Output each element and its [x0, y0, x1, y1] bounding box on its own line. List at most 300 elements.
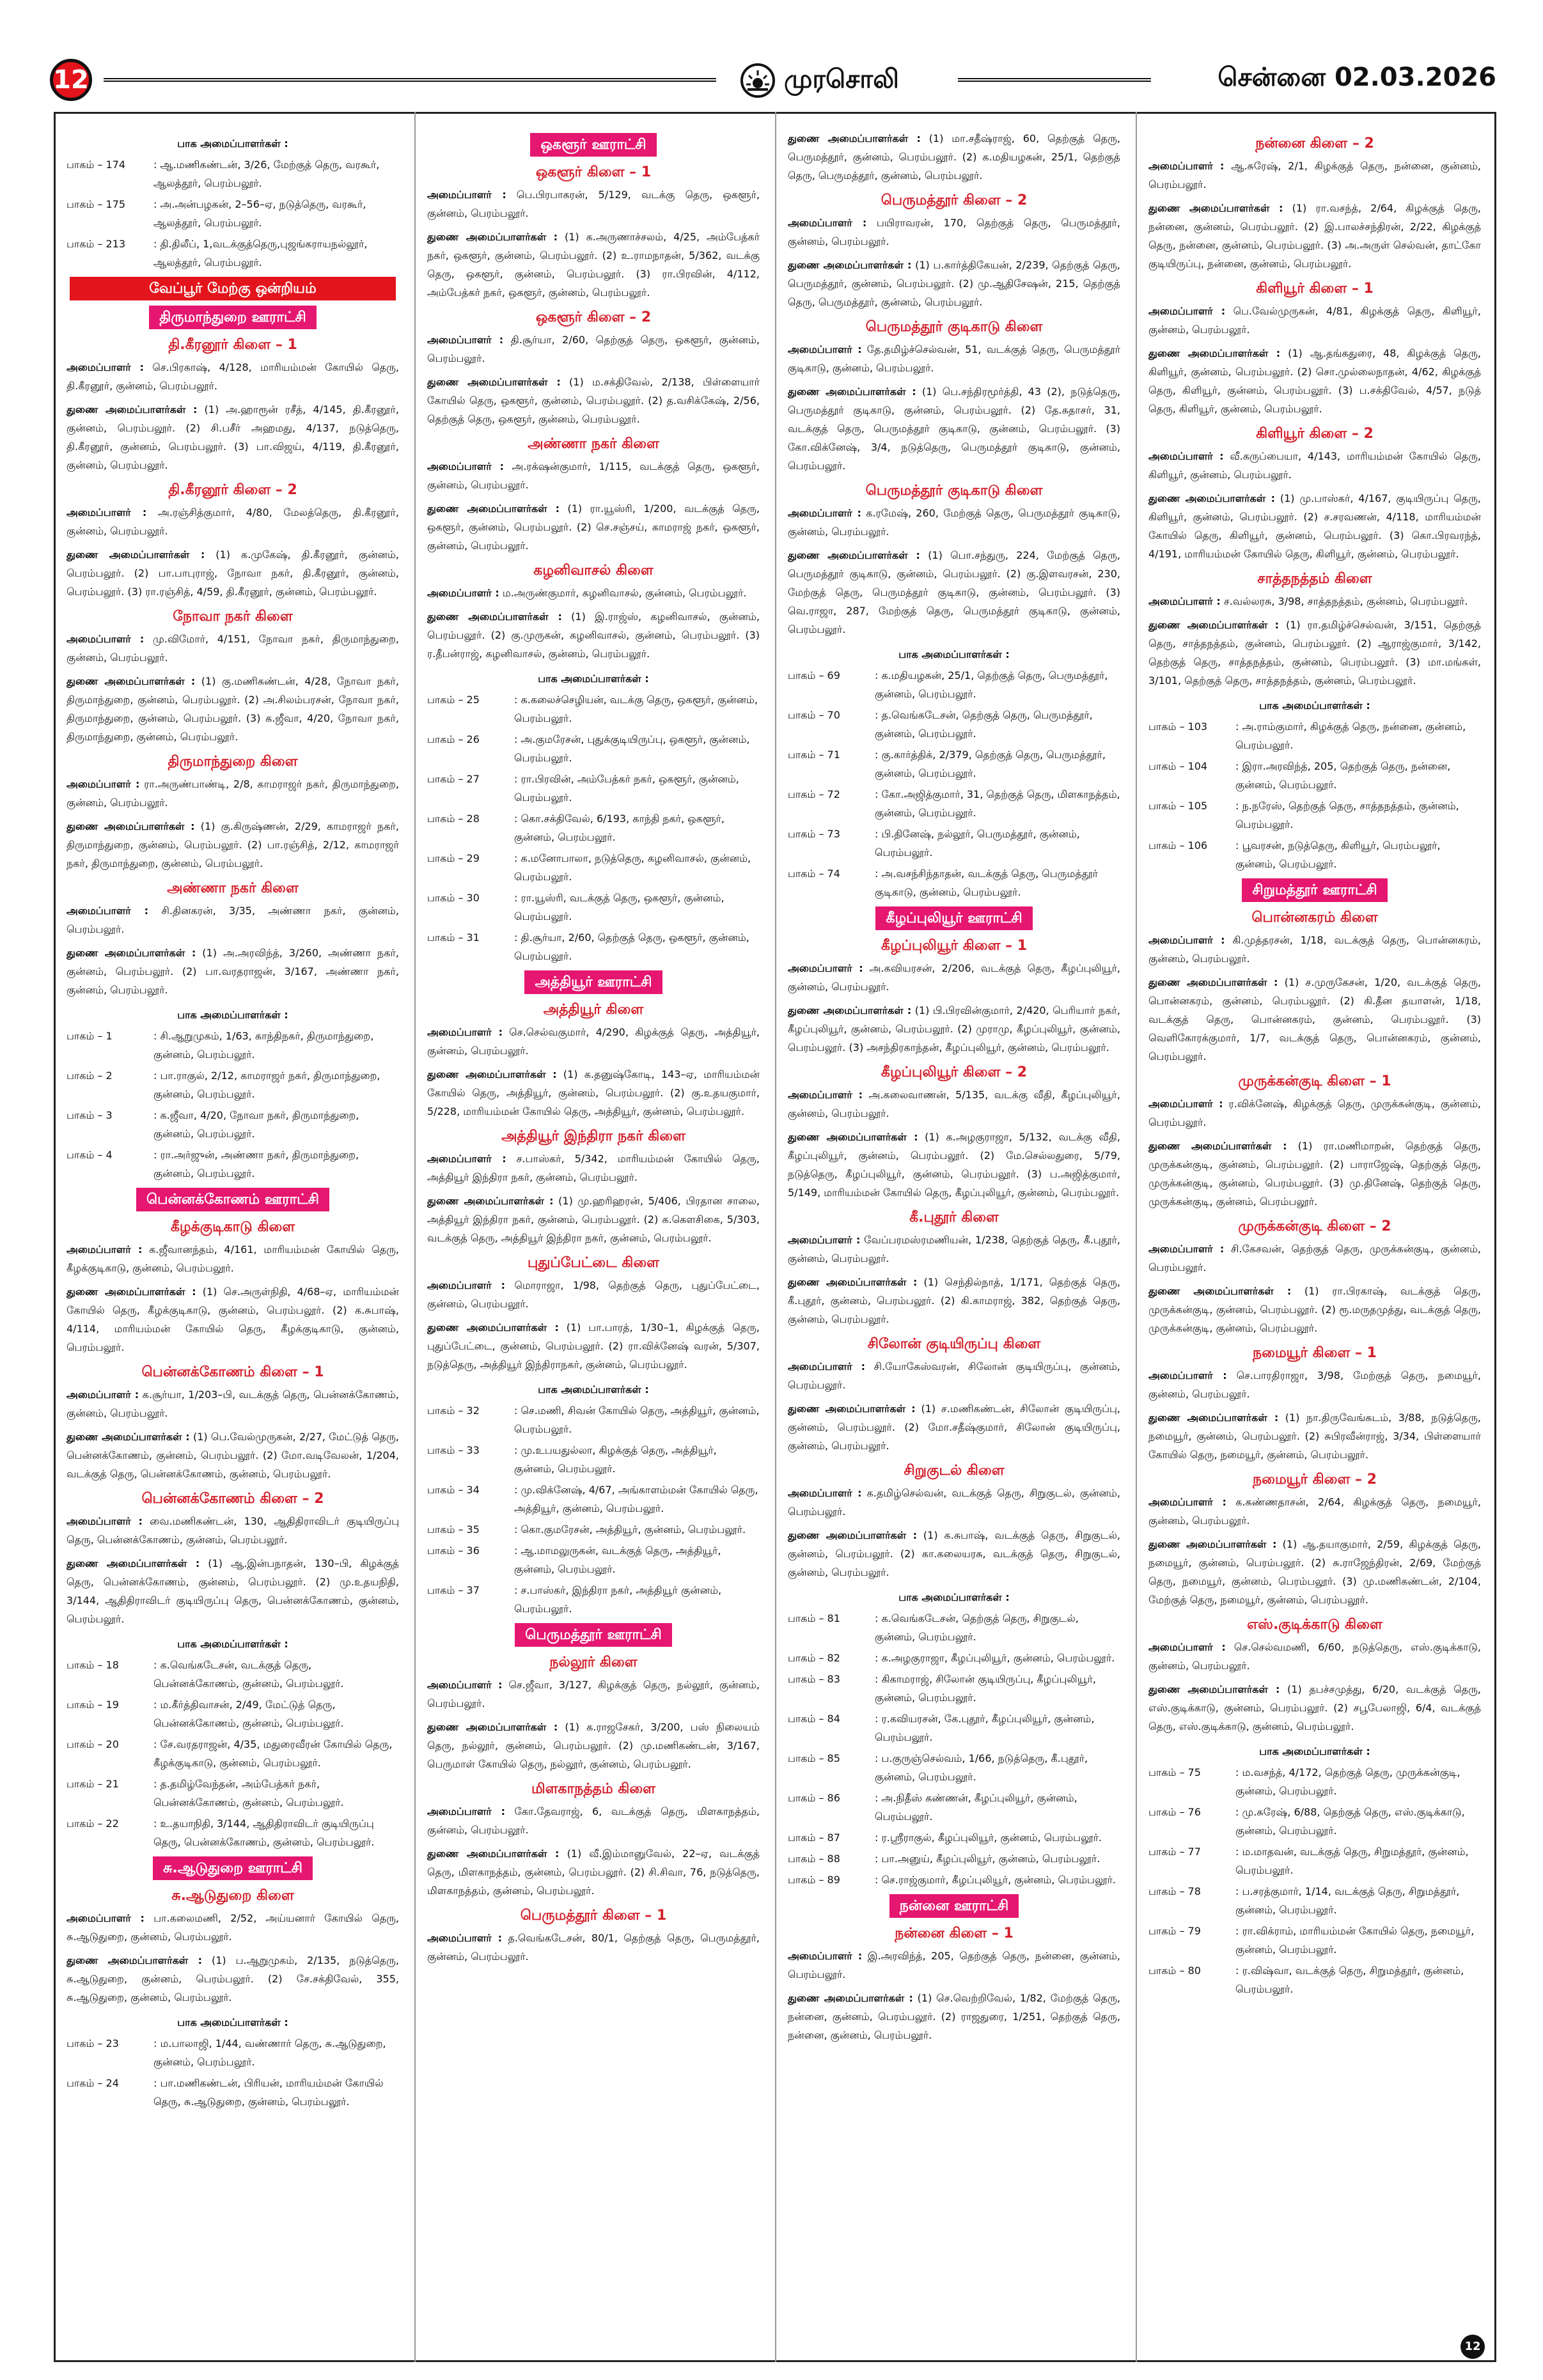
- organiser-entry: [67, 1385, 399, 1422]
- role-label: அமைப்பாளர் :: [67, 1912, 145, 1924]
- part-organiser: : உ.தயாநிதி, 3/144, ஆதிதிராவிடர் குடியிருப்பு தெரு, பென்னக்கோணம், குன்னம், பெரம்பலூர்.: [153, 1817, 375, 1848]
- organiser-details: க.சூர்யா, 1/203–பி, வடக்குத் தெரு, பென்னக்கோணம், குன்னம், பெரம்பலூர்.: [67, 1388, 399, 1419]
- organiser-entry: [788, 546, 1120, 639]
- branch-heading: கீழக்குடிகாடு கிளை: [170, 1219, 295, 1235]
- role-label: அமைப்பாளர் :: [427, 587, 499, 599]
- part-organiser: : ப.சரத்குமார், 1/14, வடக்குத் தெரு, சிறுமத்தூர், குன்னம், பெரம்பலூர்.: [1235, 1885, 1460, 1916]
- section-band: அத்தியூர் ஊராட்சி: [524, 970, 662, 994]
- organiser-entry: [788, 959, 1120, 996]
- organiser-entry: [427, 607, 760, 663]
- part-organiser: : கிகாமராஜ், சிலோன் குடியிருப்பு, கீழப்புலியூர், குன்னம், பெரம்பலூர்.: [875, 1673, 1096, 1704]
- role-label: அமைப்பாளர் :: [1148, 1641, 1226, 1653]
- part-row: [67, 1027, 399, 1064]
- branch-heading: அத்தியூர் இந்திரா நகர் கிளை: [501, 1128, 685, 1144]
- part-organiser: : ர.ஸ்ரீராகுல், கீழப்புலியூர், குன்னம், பெரம்பலூர்.: [875, 1832, 1102, 1844]
- part-organiser: : க.வெங்கடேசன், தெற்குத் தெரு, சிறுகுடல், குன்னம், பெரம்பலூர்.: [875, 1612, 1079, 1643]
- role-label: துணை அமைப்பாளர்கள் :: [1148, 347, 1281, 359]
- organiser-details: ஆ.சுரேஷ், 2/1, கிழக்குத் தெரு, நன்னை, குன்னம், பெரம்பலூர்.: [1148, 160, 1481, 191]
- part-organiser: : சி.ஆறுமுகம், 1/63, காந்திநகர், திருமாந்துறை, குன்னம், பெரம்பலூர்.: [153, 1030, 374, 1061]
- role-label: துணை அமைப்பாளர்கள் :: [427, 1721, 558, 1733]
- role-label: துணை அமைப்பாளர்கள் :: [788, 1131, 918, 1143]
- part-organiser: : ஆ.மணிகண்டன், 3/26, மேற்குத் தெரு, வரகூர், ஆலத்தூர், பெரம்பலூர்.: [153, 159, 380, 189]
- organiser-details: (1) க.சுபாஷ், வடக்குத் தெரு, சிறுகுடல், குன்னம், பெரம்பலூர். (2) கா.கலையரசு, வடக்குத் தெரு, சிறுகுடல், குன்னம், பெரம்பலூர்.: [788, 1529, 1120, 1578]
- organiser-details: செ.செல்வகுமார், 4/290, கிழக்குத் தெரு, அத்தியூர், குன்னம், பெரம்பலூர்.: [427, 1026, 760, 1057]
- organiser-entry: [67, 1512, 399, 1549]
- organiser-entry: [427, 331, 760, 368]
- organiser-entry: [67, 1554, 399, 1628]
- part-row: [788, 1789, 1120, 1826]
- part-organiser: : ர.கவியரசன், கே.புதூர், கீழப்புலியூர், குன்னம், பெரம்பலூர்.: [875, 1713, 1095, 1743]
- part-row: [67, 2074, 399, 2111]
- role-label: அமைப்பாளர் :: [427, 189, 506, 201]
- organiser-details: பெ.வேல்முருகன், 4/81, கிழக்குத் தெரு, கிளியூர், குன்னம், பெரம்பலூர்.: [1148, 305, 1481, 336]
- part-number: பாகம் – 31: [427, 931, 480, 944]
- part-organisers-label: பாக அமைப்பாளர்கள் :: [898, 1591, 1010, 1603]
- organiser-details: (1) வீ.இம்மானுவேல், 22–ஏ, வடக்குத் தெரு, மிளகாநத்தம், குன்னம், பெரம்பலூர். (2) சி.சிவா, 76, நடுத்தெரு, மிளகாநத்தம், குன்னம், பெரம்பலூர்.: [427, 1847, 760, 1897]
- part-row: [1148, 717, 1481, 754]
- part-row: [427, 1401, 760, 1438]
- organiser-details: (1) ச.மணிகண்டன், சிலோன் குடியிருப்பு, குன்னம், பெரம்பலூர். (2) மோ.சதீஷ்குமார், சிலோன் குடியிருப்பு, குன்னம், பெரம்பலூர்.: [788, 1403, 1120, 1452]
- part-row: [67, 1656, 399, 1693]
- column-divider: [414, 112, 416, 2362]
- role-label: அமைப்பாளர் :: [67, 361, 145, 373]
- organiser-details: (1) பா.பாரத், 1/30–1, கிழக்குத் தெரு, புதுப்பேட்டை, குன்னம், பெரம்பலூர். (2) ரா.விக்னேஷ் வரன், 5/307, நடுத்தெரு, அத்தியூர் இந்திராநகர், குன்னம், பெரம்பலூர்.: [427, 1321, 760, 1371]
- part-number: பாகம் – 75: [1148, 1766, 1201, 1778]
- part-number: பாகம் – 32: [427, 1404, 480, 1417]
- branch-heading: சிறுகுடல் கிளை: [904, 1463, 1005, 1479]
- paper-name: முரசொலி: [784, 64, 899, 94]
- part-number: பாகம் – 77: [1148, 1846, 1201, 1858]
- part-number: பாகம் – 26: [427, 733, 480, 745]
- organiser-entry: [67, 503, 399, 540]
- organiser-details: (1) செ.அருள்நிதி, 4/68–ஏ, மாரியம்மன் கோயில் தெரு, கீழக்குடிகாடு, குன்னம், பெரம்பலூர். (2) க.சுபாஷ், 4/114, மாரியம்மன் கோயில் தெரு, கீழக்குடிகாடு, குன்னம், பெரம்பலூர்.: [67, 1286, 399, 1353]
- role-label: அமைப்பாளர் :: [1148, 450, 1224, 462]
- organiser-details: (1) பெ.வேல்முருகன், 2/27, மேட்டுத் தெரு, பென்னக்கோணம், குன்னம், பெரம்பலூர். (2) மோ.வடிவேலன், 1/204, வடக்குத் தெரு, பென்னக்கோணம், குன்னம், பெரம்பலூர்.: [67, 1431, 399, 1480]
- branch-heading: கீ.புதூர் கிளை: [909, 1209, 999, 1225]
- part-row: [67, 1735, 399, 1772]
- part-number: பாகம் – 84: [788, 1713, 840, 1725]
- organiser-details: (1) ரா.பிரகாஷ், வடக்குத் தெரு, முருக்கன்குடி, குன்னம், பெரம்பலூர். (2) ரூ.மருதமுத்து, வடக்குத் தெரு, முருக்கன்குடி, குன்னம், பெரம்பலூர்.: [1148, 1285, 1481, 1334]
- organiser-entry: [1148, 1366, 1481, 1403]
- organiser-details: பா.கலைமணி, 2/52, அய்யனார் கோயில் தெரு, சு.ஆடுதுறை, குன்னம், பெரம்பலூர்.: [67, 1912, 399, 1943]
- section-band: சிறுமத்தூர் ஊராட்சி: [1242, 878, 1387, 902]
- role-label: அமைப்பாளர் :: [788, 1360, 866, 1373]
- part-organiser: : கோ.அஜித்குமார், 31, தெற்குத் தெரு, மிளகாநத்தம், குன்னம், பெரம்பலூர்.: [875, 788, 1120, 819]
- organiser-details: (1) க.அருணாச்சலம், 4/25, அம்பேத்கர் நகர், ஒகளூர், குன்னம், பெரம்பலூர். (2) உ.ராமநாதன், 5/362, வடக்கு தெரு, ஒகளூர், குன்னம், பெரம்பலூர். (3) ரா.பிரவின், 4/112, அம்பேத்கர் நகர், ஒகளூர், குன்னம், பெரம்பலூர்.: [427, 231, 760, 299]
- part-organiser: : தி.திலீப், 1,வடக்குத்தெரு,புஜங்கராயநல்லூர், ஆலத்தூர், பெரம்பலூர்.: [153, 238, 368, 268]
- role-label: அமைப்பாளர் :: [788, 1950, 863, 1962]
- organiser-details: செ.பாரதிராஜா, 3/98, மேற்குத் தெரு, நமையூர், குன்னம், பெரம்பலூர்.: [1148, 1369, 1481, 1400]
- part-organiser: : க.ஜீவா, 4/20, நோவா நகர், திருமாந்துறை, குன்னம், பெரம்பலூர்.: [153, 1109, 359, 1140]
- part-number: பாகம் – 82: [788, 1652, 840, 1664]
- organiser-details: (1) க.ராஜசேகர், 3/200, பஸ் நிலையம் தெரு, நல்லூர், குன்னம், பெரம்பலூர். (2) மு.மணிகண்டன், 3/167, பெருமாள் கோயில் தெரு, நல்லூர், குன்னம், பெரம்பலூர்.: [427, 1721, 760, 1770]
- organiser-details: செ.ஜீவா, 3/127, கிழக்குத் தெரு, நல்லூர், குன்னம், பெரம்பலூர்.: [427, 1679, 760, 1709]
- role-label: துணை அமைப்பாளர்கள் :: [427, 1847, 560, 1860]
- organiser-entry: [1148, 199, 1481, 273]
- column-divider: [1136, 112, 1137, 2362]
- role-label: அமைப்பாளர் :: [788, 1487, 862, 1499]
- organiser-entry: [1148, 344, 1481, 418]
- column-divider: [775, 112, 776, 2362]
- role-label: துணை அமைப்பாளர்கள் :: [427, 1068, 557, 1080]
- part-organisers-label: பாக அமைப்பாளர்கள் :: [538, 1383, 649, 1396]
- organiser-details: (1) ம.சக்திவேல், 2/138, பிள்ளையார் கோயில் தெரு, ஒகளூர், குன்னம், பெரம்பலூர். (2) த.வசிக்கேஷ், 2/56, தெற்குத் தெரு, ஒகளூர், குன்னம், பெரம்பலூர்.: [427, 376, 760, 425]
- branch-heading: கீழப்புலியூர் கிளை – 2: [881, 1064, 1028, 1080]
- part-organisers-label: பாக அமைப்பாளர்கள் :: [1259, 1745, 1370, 1757]
- part-number: பாகம் – 74: [788, 867, 840, 880]
- branch-heading: அண்ணா நகர் கிளை: [528, 436, 659, 452]
- organiser-details: ச.பாஸ்கர், 5/342, மாரியம்மன் கோயில் தெரு, அத்தியூர் இந்திரா நகர், குன்னம், பெரம்பலூர்.: [427, 1153, 760, 1183]
- part-organiser: : அ.நிதீஸ் கண்ணன், கீழப்புலியூர், குன்னம், பெரம்பலூர்.: [875, 1792, 1077, 1823]
- role-label: துணை அமைப்பாளர்கள் :: [67, 1431, 190, 1443]
- role-label: துணை அமைப்பாளர்கள் :: [427, 1321, 559, 1334]
- part-number: பாகம் – 29: [427, 852, 480, 864]
- organiser-details: செ.செல்வமணி, 6/60, நடுத்தெரு, எஸ்.குடிக்காடு, குன்னம், பெரம்பலூர்.: [1148, 1641, 1481, 1672]
- organiser-details: சி.கேசவன், தெற்குத் தெரு, முருக்கன்குடி, குன்னம், பெரம்பலூர்.: [1148, 1243, 1481, 1273]
- part-number: பாகம் – 78: [1148, 1885, 1201, 1897]
- page-number-badge: 12: [50, 59, 92, 101]
- branch-heading: சிலோன் குடியிருப்பு கிளை: [867, 1336, 1041, 1352]
- part-number: பாகம் – 175: [67, 198, 126, 210]
- branch-heading: முருக்கன்குடி கிளை – 2: [1238, 1218, 1391, 1234]
- role-label: அமைப்பாளர் :: [788, 1089, 863, 1101]
- organiser-details: (1) அ.ஹாரூன் ரசீத், 4/145, தி.கீரனூர், குன்னம், பெரம்பலூர். (2) சி.பசீர் அஹமது, 4/137, நடுத்தெரு, தி.கீரனூர், குன்னம், பெரம்பலூர். (3) பா.விஜய், 4/119, தி.கீரனூர், குன்னம், பெரம்பலூர்.: [67, 403, 399, 471]
- branch-heading: எஸ்.குடிக்காடு கிளை: [1247, 1617, 1382, 1633]
- role-label: அமைப்பாளர் :: [1148, 1243, 1225, 1255]
- part-organiser: : க.அழகுராஜா, கீழப்புலியூர், குன்னம், பெரம்பலூர்.: [875, 1652, 1115, 1664]
- organiser-details: இ.அரவிந்த், 205, தெற்குத் தெரு, நன்னை, குன்னம், பெரம்பலூர்.: [788, 1950, 1120, 1980]
- section-band: பெருமத்தூர் ஊராட்சி: [515, 1623, 672, 1647]
- branch-heading: கீழப்புலியூர் கிளை – 1: [881, 938, 1028, 954]
- organiser-details: ச.வல்லரசு, 3/98, சாத்தநத்தம், குன்னம், பெரம்பலூர்.: [1220, 595, 1468, 607]
- branch-heading: கிளியூர் கிளை – 2: [1256, 426, 1374, 442]
- part-row: [427, 1441, 760, 1478]
- part-row: [427, 928, 760, 965]
- part-organiser: : பா.அனுய், கீழப்புலியூர், குன்னம், பெரம்பலூர்.: [875, 1853, 1100, 1865]
- part-row: [427, 1541, 760, 1578]
- part-organiser: : பூவரசன், நடுத்தெரு, கிளியூர், பெரம்பலூர், குன்னம், பெரம்பலூர்.: [1235, 839, 1441, 870]
- part-number: பாகம் – 24: [67, 2077, 119, 2089]
- part-organiser: : அ.வசந்சிந்தாதன், வடக்குத் தெரு, பெருமத்தூர் குடிகாடு, குன்னம், பெரம்பலூர்.: [875, 867, 1098, 898]
- organiser-details: கோ.தேவராஜ், 6, வடக்குத் தெரு, மிளகாநத்தம், குன்னம், பெரம்பலூர்.: [427, 1805, 760, 1836]
- part-number: பாகம் – 2: [67, 1069, 113, 1082]
- organiser-details: க.கண்ணதாசன், 2/64, கிழக்குத் தெரு, நமையூர், குன்னம், பெரம்பலூர்.: [1148, 1496, 1481, 1527]
- part-organiser: : செ.ராஜ்குமார், கீழப்புலியூர், குன்னம், பெரம்பலூர்.: [875, 1874, 1116, 1886]
- role-label: அமைப்பாளர் :: [427, 1805, 506, 1817]
- part-organiser: : த.வெங்கடேசன், தெற்குத் தெரு, பெருமத்தூர், குன்னம், பெரம்பலூர்.: [875, 709, 1093, 740]
- part-organiser: : ர.விஷ்வா, வடக்குத் தெரு, சிறுமத்தூர், குன்னம், பெரம்பலூர்.: [1235, 1964, 1464, 1995]
- part-organiser: : ம.கீர்த்திவாசன், 2/49, மேட்டுத் தெரு, பென்னக்கோணம், குன்னம், பெரம்பலூர்.: [153, 1699, 344, 1729]
- organiser-entry: [1148, 157, 1481, 194]
- role-label: துணை அமைப்பாளர்கள் :: [788, 385, 916, 398]
- role-label: துணை அமைப்பாளர்கள் :: [67, 1557, 200, 1569]
- organiser-details: (1) ரா.தமிழ்ச்செல்வன், 3/151, தெற்குத் தெரு, சாத்தநத்தம், குன்னம், பெரம்பலூர். (2) ஆராஜ்குமார், 3/142, தெற்குத் தெரு, சாத்தநத்தம், குன்னம், பெரம்பலூர். (3) மா.மங்கள், 3/101, தெற்குத் தெரு, சாத்தநத்தம், குன்னம், பெரம்பலூர்.: [1148, 619, 1481, 687]
- section-band: நன்னை ஊராட்சி: [889, 1894, 1019, 1918]
- sun-rising-icon: [740, 63, 775, 98]
- section-band: ஒகளூர் ஊராட்சி: [530, 133, 656, 157]
- organiser-entry: [427, 1065, 760, 1121]
- organiser-details: அ.ரஞ்சித்குமார், 4/80, மேலத்தெரு, தி.கீரனூர், குன்னம், பெரம்பலூர்.: [67, 506, 399, 537]
- role-label: துணை அமைப்பாளர்கள் :: [788, 549, 920, 561]
- organiser-entry: [1148, 931, 1481, 968]
- branch-heading: புதுப்பேட்டை கிளை: [527, 1255, 659, 1271]
- role-label: அமைப்பாளர் :: [67, 506, 147, 518]
- branch-heading: நல்லூர் கிளை: [549, 1654, 638, 1670]
- organiser-details: (1) பி.பிரவின்குமார், 2/420, பெரியார் நகர், கீழப்புலியூர், குன்னம், பெரம்பலூர். (2) முராமு, கீழப்புலியூர், குன்னம், பெரம்பலூர். (3) அசந்திரகாந்தன், கீழப்புலியூர், குன்னம், பெரம்பலூர்.: [788, 1004, 1120, 1054]
- branch-heading: தி.கீரனூர் கிளை – 2: [168, 482, 297, 498]
- organiser-entry: [427, 373, 760, 428]
- column-3: [788, 128, 1120, 2346]
- organiser-entry: [427, 457, 760, 494]
- part-row: [788, 1709, 1120, 1746]
- branch-heading: முருக்கன்குடி கிளை – 1: [1238, 1073, 1391, 1089]
- part-organisers-label: பாக அமைப்பாளர்கள் :: [177, 1009, 288, 1021]
- organiser-entry: [788, 1357, 1120, 1394]
- part-organisers-label: பாக அமைப்பாளர்கள் :: [1259, 699, 1370, 712]
- organiser-entry: [427, 1929, 760, 1966]
- part-organiser: : கு.கார்த்திக், 2/379, தெற்குத் தெரு, பெருமத்தூர், குன்னம், பெரம்பலூர்.: [875, 749, 1106, 779]
- branch-heading: பொன்னகரம் கிளை: [1251, 910, 1378, 926]
- part-number: பாகம் – 86: [788, 1792, 840, 1804]
- part-row: [1148, 757, 1481, 794]
- footer-page-number: 12: [1461, 2335, 1485, 2359]
- part-organisers-label: பாக அமைப்பாளர்கள் :: [177, 2016, 288, 2028]
- organiser-entry: [1148, 489, 1481, 563]
- organiser-entry: [67, 775, 399, 812]
- organiser-details: (1) நா.திருவேங்கடம், 3/88, நடுத்தெரு, நமையூர், குன்னம், பெரம்பலூர். (2) சுபிரவீன்ராஜ், 3/34, பிள்ளையார் கோயில் தெரு, நமையூர், குன்னம், பெரம்பலூர்.: [1148, 1412, 1481, 1461]
- part-number: பாகம் – 88: [788, 1853, 840, 1865]
- organiser-details: அ.கலைவாணன், 5/135, வடக்கு வீதி, கீழப்புலியூர், குன்னம், பெரம்பலூர்.: [788, 1089, 1120, 1119]
- organiser-details: (1) ப.கார்த்திகேயன், 2/239, தெற்குத் தெரு, பெருமத்தூர், குன்னம், பெரம்பலூர். (2) மு.ஆதிசேஷன், 215, தெற்குத் தெரு, பெருமத்தூர், குன்னம், பெரம்பலூர்.: [788, 259, 1120, 308]
- part-organiser: : அ.ராம்குமார், கிழக்குத் தெரு, நன்னை, குன்னம், பெரம்பலூர்.: [1235, 720, 1466, 751]
- part-row: [427, 889, 760, 926]
- role-label: அமைப்பாளர் :: [67, 1515, 143, 1527]
- branch-heading: சு.ஆடுதுறை கிளை: [171, 1888, 294, 1904]
- part-row: [427, 770, 760, 807]
- role-label: துணை அமைப்பாளர்கள் :: [427, 1195, 554, 1207]
- branch-heading: பெருமத்தூர் கிளை – 1: [520, 1908, 667, 1924]
- part-row: [788, 864, 1120, 901]
- part-organiser: : க.வெங்கடேசன், வடக்குத் தெரு, பென்னக்கோணம், குன்னம், பெரம்பலூர்.: [153, 1659, 344, 1690]
- role-label: அமைப்பாளர் :: [67, 905, 148, 917]
- part-number: பாகம் – 36: [427, 1544, 480, 1557]
- part-organiser: : தி.சூர்யா, 2/60, தெற்குத் தெரு, ஒகளூர், குன்னம், பெரம்பலூர்.: [514, 931, 749, 962]
- organiser-entry: [427, 584, 760, 602]
- column-4: [1148, 128, 1481, 2346]
- part-organiser: : ரா.அர்ஜுன், அண்ணா நகர், திருமாந்துறை, குன்னம், பெரம்பலூர்.: [153, 1149, 359, 1179]
- organiser-details: (1) பெ.சந்திரமூர்த்தி, 43 (2), நடுத்தெரு, பெருமத்தூர் குடிகாடு, குன்னம், பெரம்பலூர். (2) தே.கதாசர், 31, வடக்குத் தெரு, பெருமத்தூர் குடிகாடு, குன்னம், பெரம்பலூர். (3) கோ.விக்னேஷ், 3/4, நடுத்தெரு, பெருமத்தூர் குடிகாடு, குன்னம், பெரம்பலூர்.: [788, 385, 1120, 472]
- part-organiser: : க.மதியழகன், 25/1, தெற்குத் தெரு, பெருமத்தூர், குன்னம், பெரம்பலூர்.: [875, 669, 1108, 700]
- part-number: பாகம் – 23: [67, 2037, 119, 2049]
- part-number: பாகம் – 81: [788, 1612, 840, 1624]
- part-row: [1148, 1803, 1481, 1840]
- organiser-details: (1) ரா.வசந்த், 2/64, கிழக்குத் தெரு, நன்னை, குன்னம், பெரம்பலூர். (2) இ.பாலச்சந்திரன், 2/22, கிழக்குத் தெரு, நன்னை, குன்னம், பெரம்பலூர். (3) அ.அருள் செல்வன், தாட்கோ குடியிருப்பு, நன்னை, குன்னம், பெரம்பலூர்.: [1148, 202, 1481, 270]
- organiser-entry: [67, 817, 399, 873]
- part-organisers-label: பாக அமைப்பாளர்கள் :: [538, 673, 649, 685]
- part-row: [788, 666, 1120, 703]
- part-row: [427, 809, 760, 846]
- organiser-entry: [67, 1240, 399, 1277]
- part-row: [67, 2034, 399, 2071]
- part-number: பாகம் – 35: [427, 1523, 480, 1536]
- organiser-details: (1) மா.சதீஷ்ராஜ், 60, தெற்குத் தெரு, பெருமத்தூர், குன்னம், பெரம்பலூர். (2) க.மதியழகன், 25/1, தெற்குத் தெரு, பெருமத்தூர், குன்னம், பெரம்பலூர்.: [788, 132, 1120, 182]
- organiser-details: (1) மு.ஹரிஹரன், 5/406, பிரதான சாலை, அத்தியூர் இந்திரா நகர், குன்னம், பெரம்பலூர். (2) க.கௌசிகை, 5/303, வடக்குத் தெரு, அத்தியூர் இந்திரா நகர், குன்னம், பெரம்பலூர்.: [427, 1195, 760, 1244]
- role-label: அமைப்பாளர் :: [427, 1932, 503, 1944]
- part-organisers-label: பாக அமைப்பாளர்கள் :: [177, 1638, 288, 1650]
- part-row: [788, 1670, 1120, 1707]
- part-row: [67, 1814, 399, 1851]
- branch-heading: பெருமத்தூர் குடிகாடு கிளை: [865, 483, 1043, 499]
- branch-heading: நமையூர் கிளை – 2: [1253, 1472, 1377, 1488]
- part-organiser: : கொ.குமரேசன், அத்தியூர், குன்னம், பெரம்பலூர்.: [514, 1523, 746, 1536]
- organiser-entry: [67, 1909, 399, 1946]
- role-label: துணை அமைப்பாளர்கள் :: [1148, 1285, 1292, 1297]
- column-1: [67, 128, 399, 2346]
- part-row: [788, 1871, 1120, 1889]
- part-row: [427, 1581, 760, 1618]
- organiser-details: (1) செ.வெற்றிவேல், 1/82, மேற்குத் தெரு, நன்னை, குன்னம், பெரம்பலூர். (2) ராஜதுரை, 1/251, தெற்குத் தெரு, நன்னை, குன்னம், பெரம்பலூர்.: [788, 1992, 1120, 2041]
- organiser-details: வேப்பரமஸ்ரமணியன், 1/238, தெற்குத் தெரு, கீ.புதூர், குன்னம், பெரம்பலூர்.: [788, 1234, 1120, 1264]
- organiser-details: (1) இ.ராஜ்ஸ், கழனிவாசல், குன்னம், பெரம்பலூர். (2) கு.முருகன், கழனிவாசல், குன்னம், பெரம்பலூர். (3) ர.தீபன்ராஜ், கழனிவாசல், குன்னம், பெரம்பலூர்.: [427, 611, 760, 660]
- part-organiser: : அ.குமரேசன், புதுக்குடியிருப்பு, ஒகளூர், குன்னம், பெரம்பலூர்.: [514, 733, 750, 764]
- part-organiser: : ரா.யூஸ்ரி, வடக்குத் தெரு, ஒகளூர், குன்னம், பெரம்பலூர்.: [514, 892, 725, 922]
- role-label: அமைப்பாளர் :: [788, 507, 861, 519]
- organiser-entry: [1148, 1638, 1481, 1675]
- part-organiser: : மு.சுரேஷ், 6/88, தெற்குத் தெரு, எஸ்.குடிக்காடு, குன்னம், பெரம்பலூர்.: [1235, 1806, 1465, 1837]
- part-number: பாகம் – 22: [67, 1817, 119, 1830]
- part-row: [427, 1481, 760, 1518]
- part-row: [788, 1609, 1120, 1646]
- branch-heading: தி.கீரனூர் கிளை – 1: [168, 337, 297, 353]
- section-band: சு.ஆடுதுறை ஊராட்சி: [153, 1856, 313, 1880]
- role-label: அமைப்பாளர் :: [67, 633, 145, 645]
- organiser-entry: [1148, 447, 1481, 484]
- part-organiser: : ச.பாஸ்கர், இந்திரா நகர், அத்தியூர் குன்னம், பெரம்பலூர்.: [514, 1584, 722, 1615]
- role-label: துணை அமைப்பாளர்கள் :: [1148, 619, 1280, 631]
- organiser-entry: [1148, 973, 1481, 1066]
- organiser-entry: [788, 340, 1120, 377]
- masthead-rule-left: [104, 78, 716, 84]
- branch-heading: பெருமத்தூர் குடிகாடு கிளை: [865, 319, 1043, 335]
- part-number: பாகம் – 87: [788, 1832, 840, 1844]
- role-label: துணை அமைப்பாளர்கள் :: [427, 502, 560, 515]
- part-organiser: : இரா.அரவிந்த், 205, தெற்குத் தெரு, நன்னை, குன்னம், பெரம்பலூர்.: [1235, 760, 1451, 791]
- part-row: [788, 1828, 1120, 1847]
- role-label: அமைப்பாளர் :: [1148, 934, 1225, 946]
- organiser-entry: [1148, 1240, 1481, 1277]
- role-label: துணை அமைப்பாளர்கள் :: [67, 1286, 196, 1298]
- organiser-details: ர.விக்னேஷ், கிழக்குத் தெரு, முருக்கன்குடி, குன்னம், பெரம்பலூர்.: [1148, 1098, 1481, 1128]
- organiser-details: அ.கவியரசன், 2/206, வடக்குத் தெரு, கீழப்புலியூர், குன்னம், பெரம்பலூர்.: [788, 962, 1120, 993]
- organiser-details: (1) ஆ.இன்பநாதன், 130–பி, கிழக்குத் தெரு, பென்னக்கோணம், குன்னம், பெரம்பலூர். (2) மு.உதயநிதி, 3/144, ஆதிதிராவிடர் குடியிருப்பு தெரு, பென்னக்கோணம், குன்னம், பெரம்பலூர்.: [67, 1557, 399, 1625]
- organiser-entry: [788, 1085, 1120, 1123]
- organiser-entry: [788, 1273, 1120, 1328]
- organiser-entry: [427, 1718, 760, 1773]
- part-organiser: : ம.வசந்த், 4/172, தெற்குத் தெரு, முருக்கன்குடி, குன்னம், பெரம்பலூர்.: [1235, 1766, 1461, 1797]
- branch-heading: அத்தியூர் கிளை: [543, 1002, 644, 1018]
- branch-heading: மிளகாநத்தம் கிளை: [531, 1781, 655, 1797]
- part-organiser: : பி.தினேஷ், நல்லூர், பெருமத்தூர், குன்னம், பெரம்பலூர்.: [875, 828, 1080, 859]
- part-organiser: : ஆ.மாமலுருகன், வடக்குத் தெரு, அத்தியூர், குன்னம், பெரம்பலூர்.: [514, 1544, 721, 1575]
- organiser-entry: [1148, 1408, 1481, 1464]
- role-label: துணை அமைப்பாளர்கள் :: [1148, 976, 1278, 988]
- branch-heading: நோவா நகர் கிளை: [173, 609, 293, 625]
- organiser-entry: [788, 1989, 1120, 2044]
- organiser-entry: [67, 400, 399, 474]
- part-organiser: : அ.அன்பழகன், 2–56–ஏ, நடுத்தெரு, வரகூர், ஆலத்தூர், பெரம்பலூர்.: [153, 198, 366, 229]
- role-label: துணை அமைப்பாளர்கள் :: [427, 231, 558, 243]
- organiser-entry: [788, 1128, 1120, 1202]
- organiser-entry: [67, 901, 399, 938]
- organiser-details: தி.சூர்யா, 2/60, தெற்குத் தெரு, ஒகளூர், குன்னம், பெரம்பலூர்.: [427, 334, 760, 364]
- organiser-entry: [67, 630, 399, 667]
- part-number: பாகம் – 34: [427, 1484, 480, 1496]
- organiser-details: (1) ச.முருகேசன், 1/20, வடக்குத் தெரு, பொன்னகரம், குன்னம், பெரம்பலூர். (2) கி.தீன தயாளன், 1/18, வடக்குத் தெரு, பொன்னகரம், குன்னம், பெரம்பலூர். (3) வெளிகோரக்குமார், 1/7, வடக்குத் தெரு, பொன்னகரம், குன்னம், பெரம்பலூர்.: [1148, 976, 1481, 1062]
- organiser-details: (1) க.முகேஷ், தி.கீரனூர், குன்னம், பெரம்பலூர். (2) பா.பாபுராஜ், நோவா நகர், தி.கீரனூர், குன்னம், பெரம்பலூர். (3) ரா.ரஞ்சித், 4/59, தி.கீரனூர், குன்னம், பெரம்பலூர்.: [67, 548, 399, 598]
- part-row: [1148, 1763, 1481, 1800]
- organiser-entry: [1148, 1535, 1481, 1609]
- role-label: துணை அமைப்பாளர்கள் :: [67, 820, 195, 832]
- part-organiser: : கொ.சக்திவேல், 6/193, காந்தி நகர், ஒகளூர், குன்னம், பெரம்பலூர்.: [514, 813, 725, 843]
- part-number: பாகம் – 20: [67, 1738, 119, 1750]
- organiser-details: ம.அருண்குமார், கழனிவாசல், குன்னம், பெரம்பலூர்.: [499, 587, 747, 599]
- part-row: [788, 825, 1120, 862]
- part-number: பாகம் – 80: [1148, 1964, 1201, 1977]
- part-row: [67, 1106, 399, 1143]
- role-label: அமைப்பாளர் :: [1148, 1496, 1226, 1508]
- organiser-entry: [788, 129, 1120, 185]
- organiser-details: (1) கு.மணிகண்டன், 4/28, நோவா நகர், திருமாந்துறை, குன்னம், பெரம்பலூர். (2) அ.சிலம்பரசன், நோவா நகர், திருமாந்துறை, குன்னம், பெரம்பலூர். (3) க.ஜீவா, 4/20, நோவா நகர், திருமாந்துறை, குன்னம், பெரம்பலூர்.: [67, 675, 399, 743]
- role-label: அமைப்பாளர் :: [788, 343, 862, 355]
- organiser-entry: [427, 1192, 760, 1247]
- organiser-details: (1) க.அழகுராஜா, 5/132, வடக்கு வீதி, கீழப்புலியூர், குன்னம், பெரம்பலூர். (2) மே.செல்லதுரை, 5/79, நடுத்தெரு, கீழப்புலியூர், குன்னம், பெரம்பலூர். (3) ப.அஜித்குமார், 5/149, மாரியம்மன் கோயில் தெரு, கீழப்புலியூர், குன்னம், பெரம்பலூர்.: [788, 1131, 1120, 1199]
- part-row: [788, 1749, 1120, 1786]
- branch-heading: அண்ணா நகர் கிளை: [167, 880, 299, 896]
- part-number: பாகம் – 104: [1148, 760, 1208, 772]
- part-number: பாகம் – 73: [788, 828, 840, 840]
- organiser-entry: [427, 1149, 760, 1186]
- part-number: பாகம் – 19: [67, 1699, 119, 1711]
- role-label: துணை அமைப்பாளர்கள் :: [1148, 492, 1275, 504]
- role-label: துணை அமைப்பாளர்கள் :: [1148, 202, 1283, 214]
- section-band: வேப்பூர் மேற்கு ஒன்றியம்: [70, 277, 396, 300]
- part-number: பாகம் – 106: [1148, 839, 1208, 852]
- part-organisers-label: பாக அமைப்பாளர்கள் :: [898, 648, 1010, 660]
- organiser-details: (1) மு.பாஸ்கர், 4/167, குடியிருப்பு தெரு, கிளியூர், குன்னம், பெரம்பலூர். (2) ச.சரவணன், 4/118, மாரியம்மன் கோயில் தெரு, கிளியூர், குன்னம், பெரம்பலூர். (3) கொ.பிரவரந்த், 4/191, மாரியம்மன் கோயில் தெரு, கிளியூர், குன்னம், பெரம்பலூர்.: [1148, 492, 1481, 560]
- part-number: பாகம் – 83: [788, 1673, 840, 1685]
- organiser-details: வை.மணிகண்டன், 130, ஆதிதிராவிடர் குடியிருப்பு தெரு, பென்னக்கோணம், குன்னம், பெரம்பலூர்.: [67, 1515, 399, 1546]
- organiser-entry: [427, 185, 760, 222]
- organiser-details: (1) ஆ.தயாகுமார், 2/59, கிழக்குத் தெரு, நமையூர், குன்னம், பெரம்பலூர். (2) சு.ராஜேந்திரன், 2/69, மேற்குத் தெரு, நமையூர், குன்னம், பெரம்பலூர். (3) மு.மணிகண்டன், 2/104, மேற்குத் தெரு, நமையூர், குன்னம், பெரம்பலூர்.: [1148, 1538, 1481, 1606]
- role-label: அமைப்பாளர் :: [427, 334, 504, 346]
- part-row: [67, 195, 399, 232]
- part-organiser: : த.தமிழ்வேந்தன், அம்பேத்கர் நகர், பென்னக்கோணம், குன்னம், பெரம்பலூர்.: [153, 1778, 344, 1808]
- part-number: பாகம் – 103: [1148, 720, 1208, 733]
- part-row: [1148, 1922, 1481, 1959]
- part-row: [427, 1520, 760, 1539]
- branch-heading: திருமாந்துறை கிளை: [168, 754, 298, 770]
- organiser-details: மு.விமோர், 4/151, நோவா நகர், திருமாந்துறை, குன்னம், பெரம்பலூர்.: [67, 633, 399, 664]
- organiser-entry: [67, 944, 399, 999]
- organiser-entry: [788, 214, 1120, 251]
- part-number: பாகம் – 21: [67, 1778, 119, 1790]
- role-label: அமைப்பாளர் :: [427, 460, 505, 472]
- organiser-entry: [788, 504, 1120, 541]
- part-number: பாகம் – 71: [788, 749, 840, 761]
- role-label: துணை அமைப்பாளர்கள் :: [67, 947, 196, 959]
- organiser-details: க.தமிழ்செல்வன், வடக்குத் தெரு, சிறுகுடல், குன்னம், பெரம்பலூர்.: [788, 1487, 1120, 1518]
- organiser-details: (1) தபச்சமுத்து, 6/20, வடக்குத் தெரு, எஸ்.குடிக்காடு, குன்னம், பெரம்பலூர். (2) சபூபேலாஜி, 6/4, வடக்குத் தெரு, எஸ்.குடிக்காடு, குன்னம், பெரம்பலூர்.: [1148, 1683, 1481, 1732]
